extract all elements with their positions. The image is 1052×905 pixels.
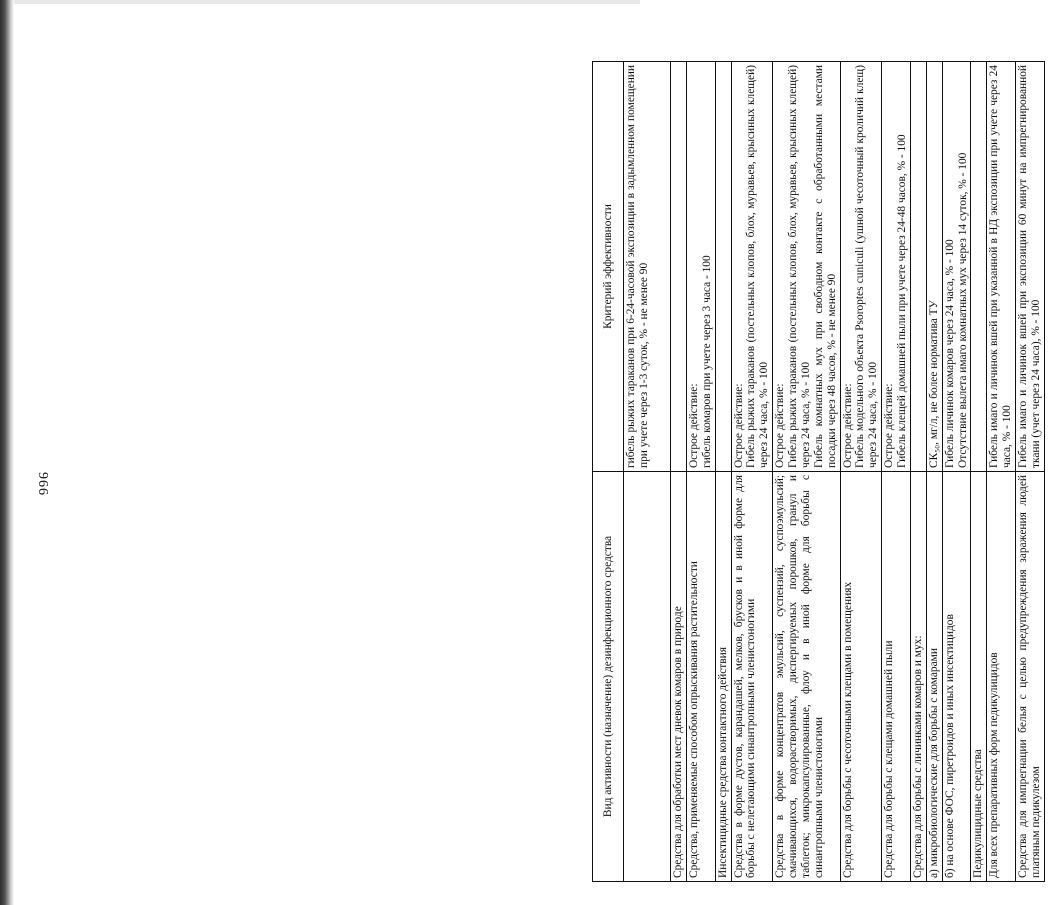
page-number: 966: [35, 472, 50, 496]
cell-text: Средства для борьбы с чесоточными клещами в помещениях: [841, 581, 854, 878]
activity-cell: [987, 472, 1016, 882]
cell-text: Гибель модельного объекта Psoroptes cuniculi (ушной чесоточный кроличий клещ) через 24 часа, % - 100: [854, 65, 880, 468]
header-efficacy-criterion: Критерий эффективности: [593, 62, 624, 472]
cell-text: Средства в форме концентратов эмульсий, суспензий, суспоэмульсий; смачивающихся, водорастворимых, диспергируемых порошков, гранул и таблеток; микрокапсулированные, флоу и в иной форме для борьбы с синантропными членистоногими: [774, 475, 825, 878]
criterion-cell: [840, 62, 882, 472]
cell-text: Гибель рыжих тараканов (постельных клопов, блох, муравьев, крысиных клещей) через 24 часа, % - 100: [745, 65, 771, 468]
activity-cell: [624, 472, 671, 882]
criterion-cell: [882, 62, 911, 472]
activity-cell: [840, 472, 882, 882]
criterion-cell: [926, 62, 942, 472]
efficacy-criteria-table: [592, 61, 1045, 882]
cell-text: Острое действие:: [687, 383, 700, 468]
criterion-cell: [686, 62, 715, 472]
activity-cell: [773, 472, 840, 882]
scan-top-edge: [0, 0, 640, 4]
cell-text: Средства для обработки мест дневок комаров в природе: [672, 606, 684, 878]
rotated-table-container: [592, 62, 1052, 882]
table-row: [671, 62, 687, 882]
criterion-cell: [624, 62, 671, 472]
cell-text: Острое действие:: [774, 383, 787, 468]
criterion-cell: [971, 62, 987, 472]
activity-cell: [910, 472, 926, 882]
cell-text: Отсутствие вылета имаго комнатных мух через 14 суток, % - 100: [956, 152, 969, 468]
cell-text: Острое действие:: [732, 383, 745, 468]
cell-text: Острое действие:: [883, 383, 896, 468]
cell-text: Педикулицидные средства: [972, 749, 985, 878]
cell-text: Средства в форме дустов, карандашей, мелков, брусков и в иной форме для борьбы с нелетающими синантропными членистоногими: [732, 475, 758, 878]
table-row: [910, 62, 926, 882]
cell-text: Средства для борьбы с личинками комаров и мух:: [911, 635, 924, 878]
cell-text: Гибель имаго и личинок вшей при указанной в НД экспозиции при учете через 24 часа, % - 100: [988, 65, 1014, 468]
table-row: [840, 62, 882, 882]
cell-text: СК₅₀, мг/л, не более норматива ТУ: [927, 300, 940, 468]
table-header-row: [593, 62, 624, 882]
table-row: [926, 62, 942, 882]
cell-text: Средства для импрегнации белья с целью предупреждения заражения людей платяным педикулезом: [1017, 475, 1042, 878]
activity-cell: [731, 472, 773, 882]
criterion-cell: [671, 62, 687, 472]
cell-text: Острое действие:: [841, 383, 854, 468]
table-row: [731, 62, 773, 882]
cell-text: Гибель клещей домашней пыли при учете через 24-48 часов, % - 100: [896, 134, 908, 468]
criterion-cell: [987, 62, 1016, 472]
table-row: [773, 62, 840, 882]
activity-cell: [715, 472, 731, 882]
cell-text: гибель рыжих тараканов при 6-24-часовой экспозиции в задымленном помещении при учете через 1-3 суток, % - не менее 90: [625, 65, 650, 468]
activity-cell: [882, 472, 911, 882]
table-row: [882, 62, 911, 882]
table-row: [686, 62, 715, 882]
criterion-cell: [773, 62, 840, 472]
cell-text: Средства для борьбы с клещами домашней пыли: [883, 640, 896, 878]
cell-text: Для всех препаративных форм педикулицидов: [988, 652, 1001, 878]
cell-text: Инсектицидные средства контактного действия: [716, 647, 729, 878]
cell-text: Гибель комнатных мух при свободном контакте с обработанными местами посадки через 48 часов, % - не менее 90: [812, 65, 838, 468]
table-row: [1016, 62, 1045, 882]
criterion-cell: [731, 62, 773, 472]
table-row: [942, 62, 971, 882]
table-row: [624, 62, 671, 882]
criterion-cell: [1016, 62, 1045, 472]
cell-text: а) микробиологические для борьбы с комарами: [927, 648, 940, 878]
table-row: [987, 62, 1016, 882]
criterion-cell: [715, 62, 731, 472]
table-row: [971, 62, 987, 882]
cell-text: Гибель имаго и личинок вшей при экспозиции 60 минут на импрегнированной ткани (учет через 24 часа), % - 100: [1017, 65, 1042, 468]
criterion-cell: [942, 62, 971, 472]
cell-text: гибель комаров при учете через 3 часа - 100: [700, 255, 713, 468]
activity-cell: [1016, 472, 1045, 882]
activity-cell: [971, 472, 987, 882]
header-activity-type: Вид активности (назначение) дезинфекционного средства: [593, 472, 624, 882]
cell-text: Гибель личинок комаров через 24 часа, % - 100: [943, 239, 956, 468]
table-row: [715, 62, 731, 882]
activity-cell: [671, 472, 687, 882]
criterion-cell: [910, 62, 926, 472]
activity-cell: [942, 472, 971, 882]
activity-cell: [926, 472, 942, 882]
activity-cell: [686, 472, 715, 882]
cell-text: б) на основе ФОС, пиретроидов и иных инсектицидов: [943, 614, 956, 878]
scan-binding-edge: [0, 0, 14, 905]
cell-text: Гибель рыжих тараканов (постельных клопов, блох, муравьев, крысиных клещей) через 24 часа, % - 100: [787, 65, 812, 468]
cell-text: Средства, применяемые способом опрыскивания растительности: [687, 561, 700, 878]
